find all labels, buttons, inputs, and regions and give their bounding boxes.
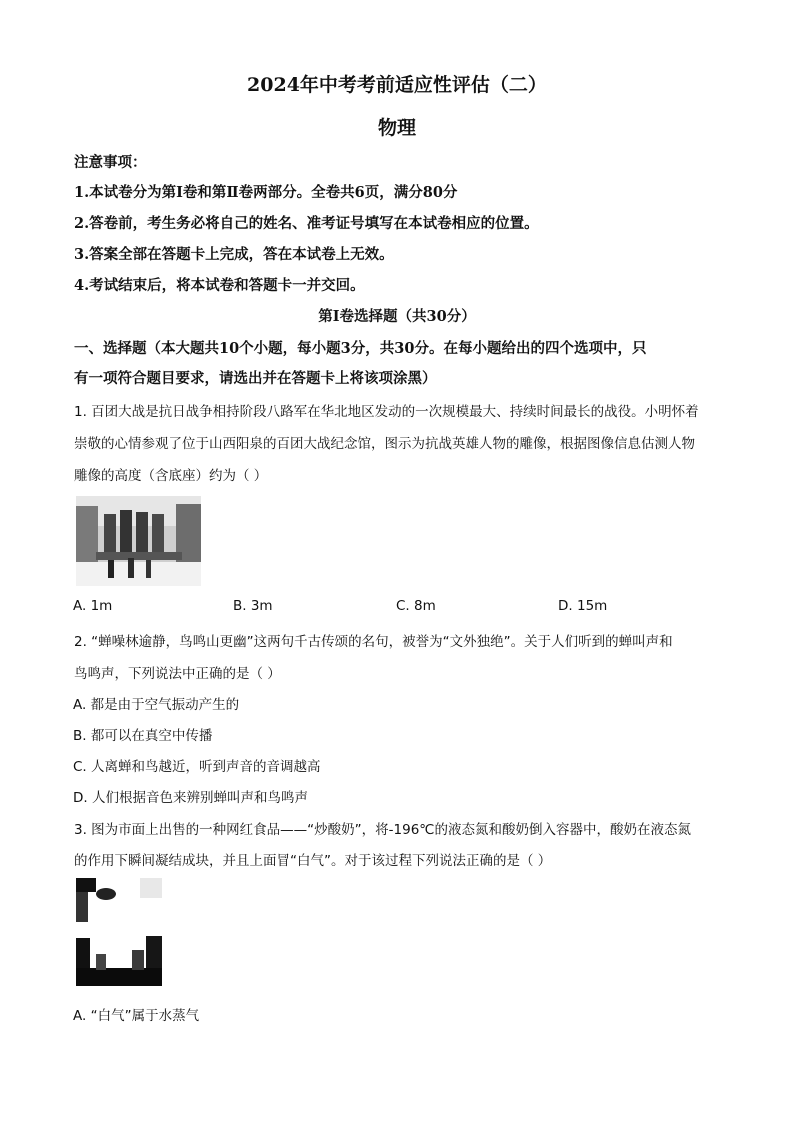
question-3-text: 的作用下瞬间凝结成块，并且上面冒“白气”。对于该过程下列说法正确的是（ ） xyxy=(74,853,552,869)
question-2-option-d: D. 人们根据音色来辨别蝉叫声和鸟鸣声 xyxy=(73,790,308,806)
question-1-option-a: A. 1m xyxy=(73,598,113,614)
question-3-text: 3. 图为市面上出售的一种网红食品——“炒酸奶”，将-196℃的液态氮和酸奶倒入容器中，酸奶在液态氮 xyxy=(74,822,691,838)
question-1-option-c: C. 8m xyxy=(396,598,436,614)
question-1-text: 1. 百团大战是抗日战争相持阶段八路军在华北地区发动的一次规模最大、持续时间最长的战役。小明怀着 xyxy=(74,404,699,420)
subject-title: 物理 xyxy=(377,117,416,139)
question-2-option-c: C. 人离蝉和鸟越近，听到声音的音调越高 xyxy=(73,759,321,775)
section-instructions: 有一项符合题目要求，请选出并在答题卡上将该项涂黑） xyxy=(74,370,437,387)
statue-photo xyxy=(76,496,201,586)
notice-item: 3.答案全部在答题卡上完成，答在本试卷上无效。 xyxy=(74,246,394,263)
question-1-text: 崇敬的心情参观了位于山西阳泉的百团大战纪念馆，图示为抗战英雄人物的雕像，根据图像信息估测人物 xyxy=(74,436,695,452)
section-title: 第Ⅰ卷选择题（共30分） xyxy=(318,308,476,325)
question-2-option-b: B. 都可以在真空中传播 xyxy=(73,728,213,744)
question-2-text: 2. “蝉噪林逾静，鸟鸣山更幽”这两句千古传颂的名句，被誉为“文外独绝”。关于人们听到的蝉叫声和 xyxy=(74,634,673,650)
notice-heading: 注意事项： xyxy=(74,154,147,171)
notice-item: 1.本试卷分为第Ⅰ卷和第Ⅱ卷两部分。全卷共6页，满分80分 xyxy=(74,184,458,201)
question-2-option-a: A. 都是由于空气振动产生的 xyxy=(73,697,240,713)
question-1-text: 雕像的高度（含底座）约为（ ） xyxy=(74,468,268,484)
notice-item: 2.答卷前，考生务必将自己的姓名、准考证号填写在本试卷相应的位置。 xyxy=(74,215,539,232)
exam-title: 2024年中考考前适应性评估（二） xyxy=(247,74,547,96)
question-1-option-b: B. 3m xyxy=(233,598,273,614)
question-1-option-d: D. 15m xyxy=(558,598,608,614)
question-2-text: 鸟鸣声，下列说法中正确的是（ ） xyxy=(74,666,281,682)
question-3-option-a: A. “白气”属于水蒸气 xyxy=(73,1008,200,1024)
notice-item: 4.考试结束后，将本试卷和答题卡一并交回。 xyxy=(74,277,365,294)
section-instructions: 一、选择题（本大题共10个小题，每小题3分，共30分。在每小题给出的四个选项中，只 xyxy=(74,340,647,357)
fried-yogurt-photo xyxy=(76,878,162,986)
